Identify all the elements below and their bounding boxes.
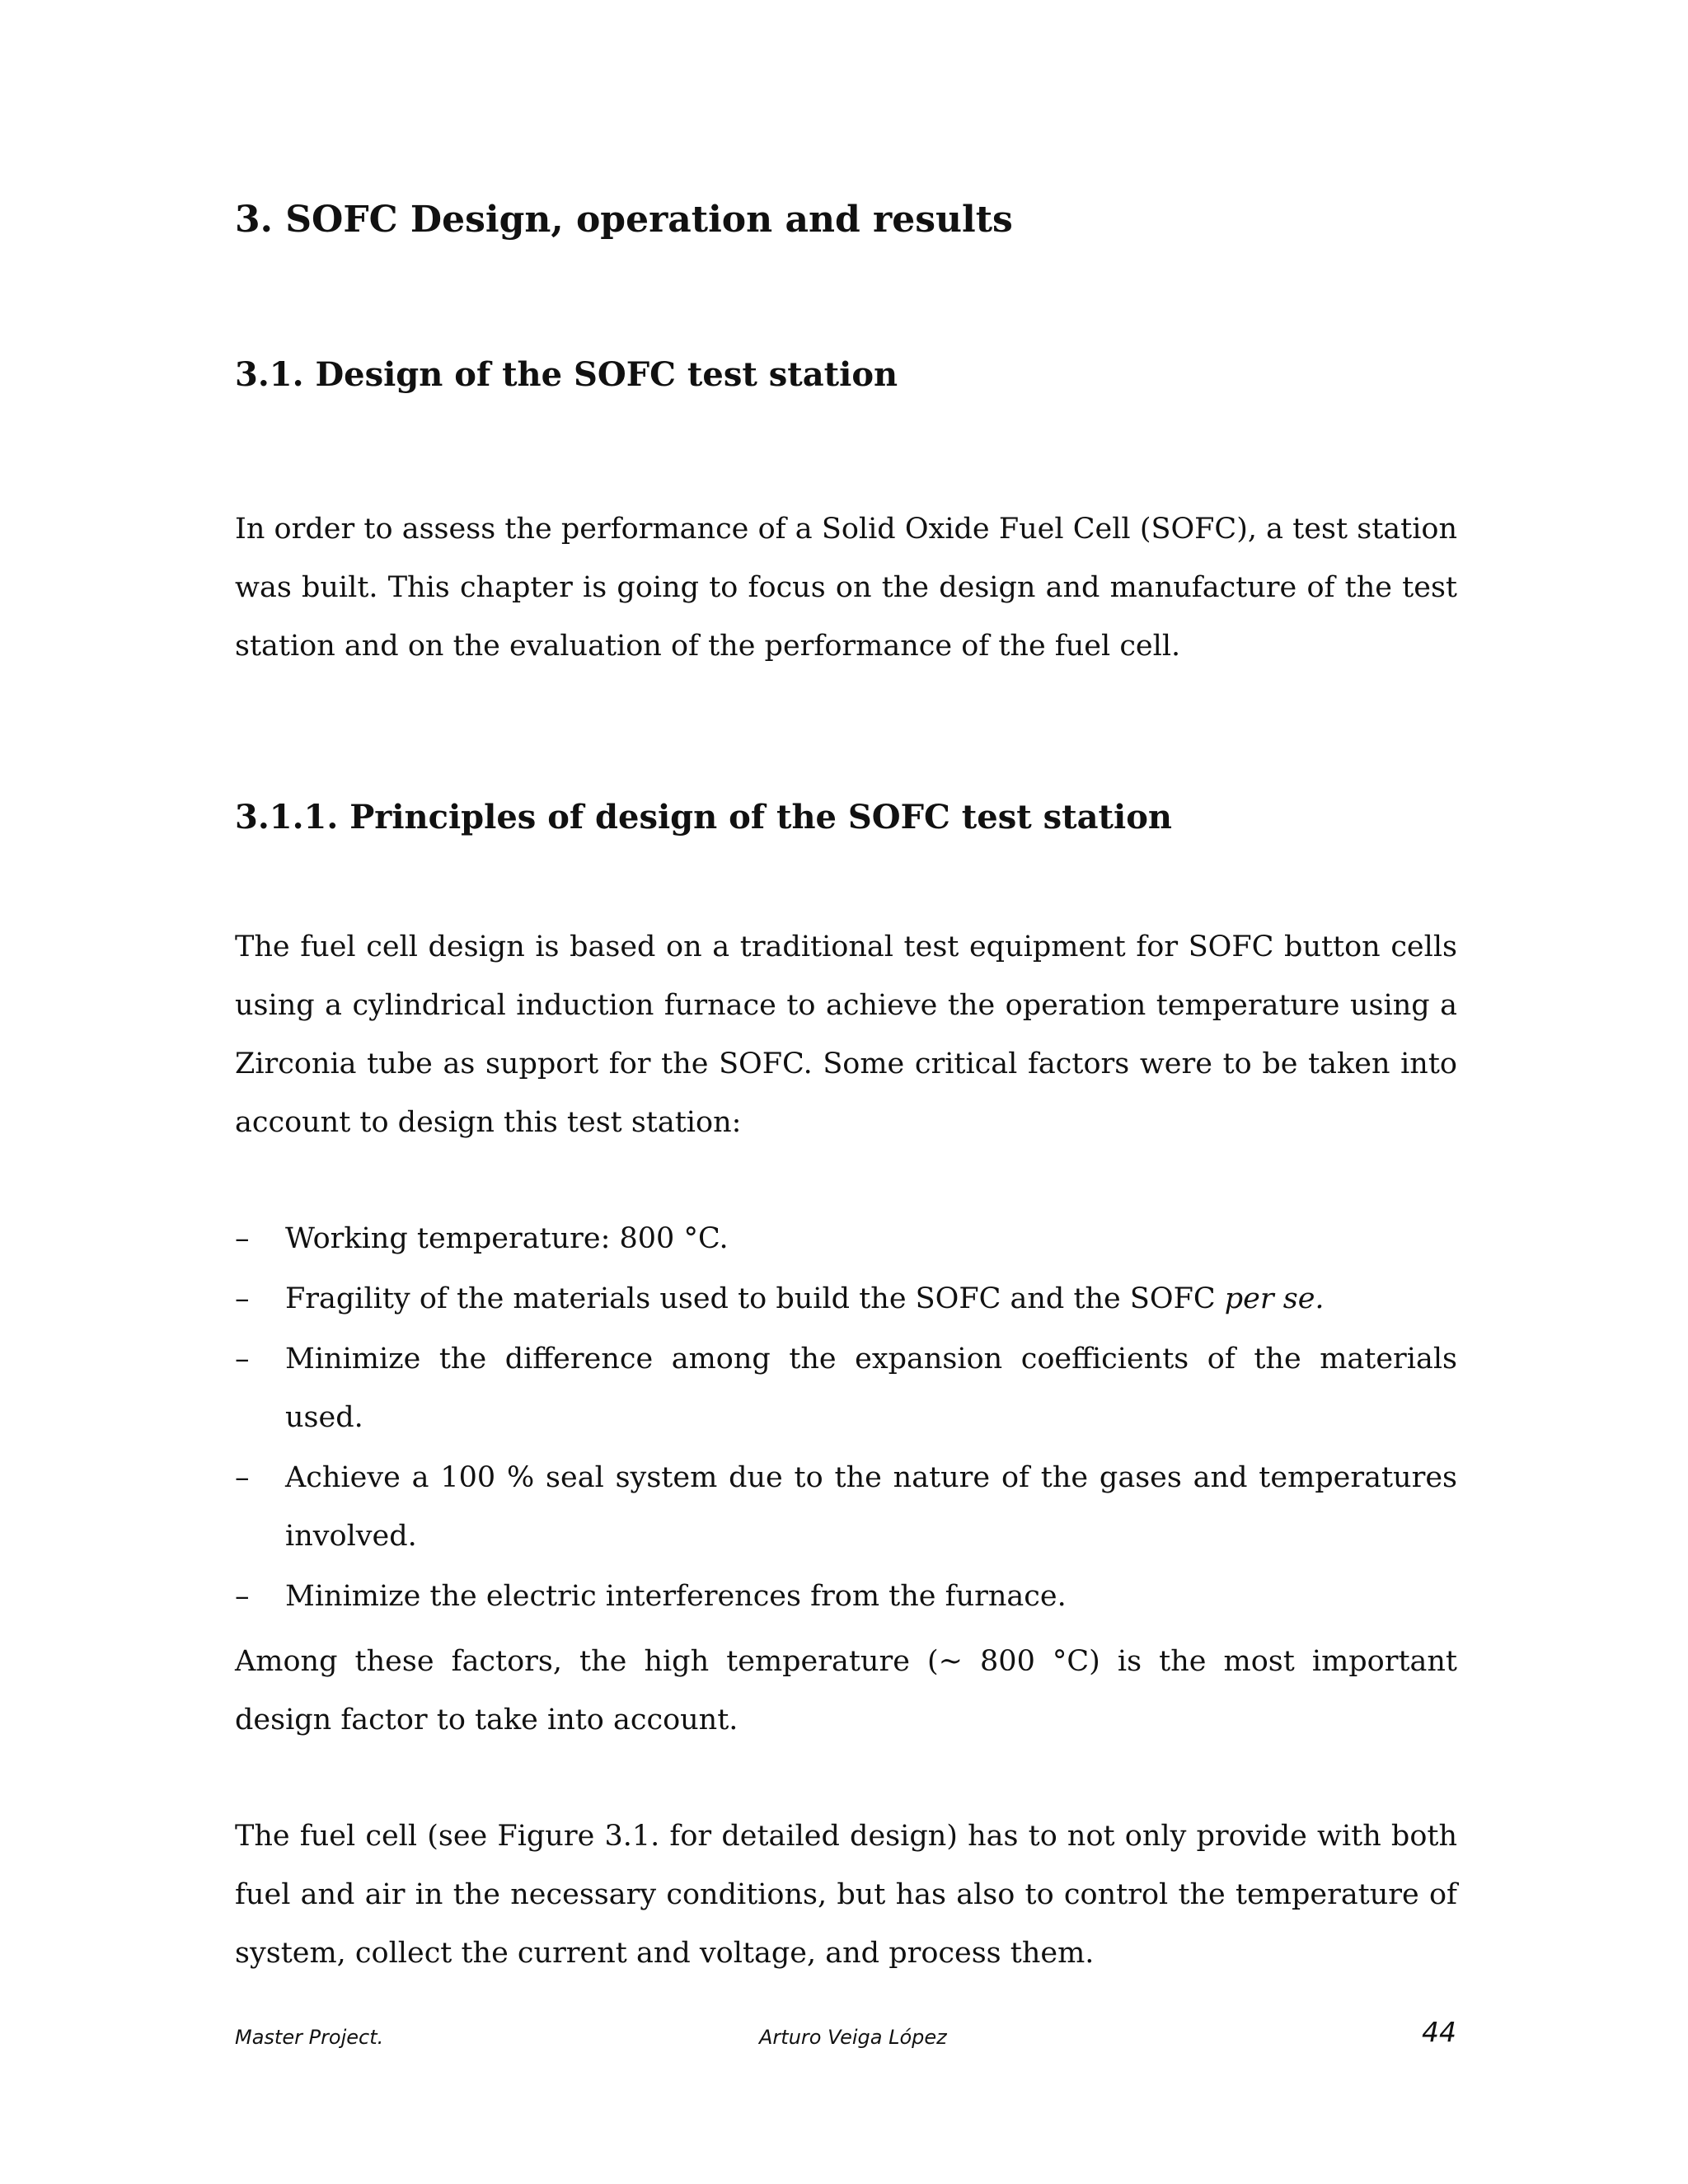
fuel-cell-paragraph: The fuel cell (see Figure 3.1. for detailed design) has to not only provide with both fuel and air in the necessary conditions, but has also to control the temperature of system, collect the current and voltage, and process them. — [235, 1820, 1457, 1970]
list-item — [235, 1330, 1457, 1447]
list-item-text: Minimize the electric interferences from the furnace. — [285, 1580, 1067, 1613]
page-number: 44 — [1422, 2016, 1456, 2048]
list-item-text: Fragility of the materials used to build the SOFC and the SOFC — [285, 1282, 1225, 1315]
bullet-dash: – — [235, 1461, 250, 1494]
footer-author: Arturo Veiga López — [759, 2026, 947, 2049]
design-factors-list — [235, 1210, 1457, 1628]
list-item — [235, 1210, 1457, 1268]
list-item-text: Minimize the difference among the expansion coefficients of the materials used. — [285, 1343, 1457, 1434]
subsection-heading: 3.1.1. Principles of design of the SOFC test station — [235, 798, 1172, 837]
factors-paragraph: Among these factors, the high temperature (~ 800 °C) is the most important design factor to take into account. — [235, 1645, 1457, 1736]
bullet-dash: – — [235, 1343, 250, 1376]
list-item-italic-text: per se. — [1224, 1282, 1325, 1315]
section-heading: 3.1. Design of the SOFC test station — [235, 355, 898, 394]
design-paragraph: The fuel cell design is based on a traditional test equipment for SOFC button cells using a cylindrical induction furnace to achieve the operation temperature using a Zirconia tube as support for the SOFC. Some critical factors were to be taken into account to design this test station: — [235, 930, 1457, 1139]
chapter-heading: 3. SOFC Design, operation and results — [235, 199, 1013, 241]
intro-paragraph: In order to assess the performance of a Solid Oxide Fuel Cell (SOFC), a test station was built. This chapter is going to focus on the design and manufacture of the test station and on the evaluation of the performance of the fuel cell. — [235, 513, 1457, 663]
list-item-text: Achieve a 100 % seal system due to the nature of the gases and temperatures involved. — [285, 1461, 1457, 1553]
list-item — [235, 1449, 1457, 1566]
bullet-dash: – — [235, 1580, 250, 1613]
list-item — [235, 1568, 1457, 1626]
list-item-text: Working temperature: 800 °C. — [285, 1222, 729, 1255]
bullet-dash: – — [235, 1222, 250, 1255]
bullet-dash: – — [235, 1282, 250, 1315]
footer-project-label: Master Project. — [235, 2026, 384, 2049]
list-item — [235, 1270, 1457, 1329]
